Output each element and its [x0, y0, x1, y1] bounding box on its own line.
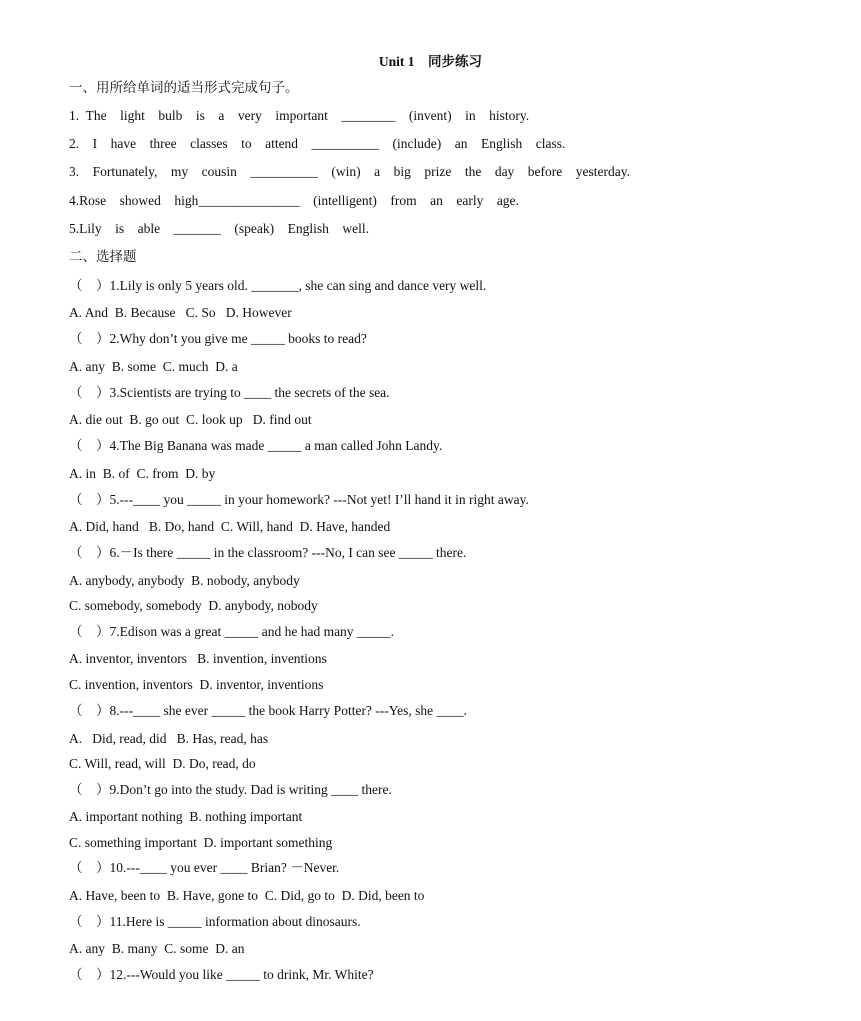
- page-title: Unit 1 同步练习: [378, 54, 483, 69]
- question-6-options-line2: C. somebody, somebody D. anybody, nobody: [69, 598, 318, 613]
- question-7-options-line2: C. invention, inventors D. inventor, inventions: [69, 677, 324, 692]
- question-1: （ ）1.Lily is only 5 years old. _______, she can sing and dance very well.: [69, 278, 487, 293]
- question-8-options-line1: A. Did, read, did B. Has, read, has: [69, 731, 269, 746]
- question-9-options-line1: A. important nothing B. nothing important: [69, 809, 303, 824]
- question-11: （ ）11.Here is _____ information about dinosaurs.: [69, 914, 361, 929]
- section1-heading: 一、用所给单词的适当形式完成句子。: [69, 80, 299, 95]
- question-12: （ ）12.---Would you like _____ to drink, Mr. White?: [69, 967, 374, 982]
- question-7: （ ）7.Edison was a great _____ and he had many _____.: [69, 624, 395, 639]
- fill-sentence-2: 2. I have three classes to attend __________ (include) an English class.: [69, 136, 566, 151]
- question-2-options: A. any B. some C. much D. a: [69, 359, 238, 374]
- question-10: （ ）10.---____ you ever ____ Brian? －Never.: [69, 860, 340, 875]
- question-9: （ ）9.Don’t go into the study. Dad is writing ____ there.: [69, 782, 392, 797]
- question-5: （ ）5.---____ you _____ in your homework? ---Not yet! I’ll hand it in right away.: [69, 492, 529, 507]
- question-11-options: A. any B. many C. some D. an: [69, 941, 245, 956]
- question-8: （ ）8.---____ she ever _____ the book Harry Potter? ---Yes, she ____.: [69, 703, 467, 718]
- question-4: （ ）4.The Big Banana was made _____ a man called John Landy.: [69, 438, 443, 453]
- section2-heading: 二、选择题: [69, 249, 137, 264]
- question-7-options-line1: A. inventor, inventors B. invention, inventions: [69, 651, 327, 666]
- fill-sentence-1: 1. The light bulb is a very important ________ (invent) in history.: [69, 108, 530, 123]
- fill-sentence-5: 5.Lily is able _______ (speak) English well.: [69, 221, 369, 236]
- question-3: （ ）3.Scientists are trying to ____ the secrets of the sea.: [69, 385, 390, 400]
- fill-sentence-4: 4.Rose showed high_______________ (intelligent) from an early age.: [69, 193, 519, 208]
- question-10-options: A. Have, been to B. Have, gone to C. Did, go to D. Did, been to: [69, 888, 425, 903]
- question-3-options: A. die out B. go out C. look up D. find out: [69, 412, 312, 427]
- question-2: （ ）2.Why don’t you give me _____ books to read?: [69, 331, 367, 346]
- question-1-options: A. And B. Because C. So D. However: [69, 305, 292, 320]
- question-6: （ ）6.－Is there _____ in the classroom? ---No, I can see _____ there.: [69, 545, 467, 560]
- question-4-options: A. in B. of C. from D. by: [69, 466, 216, 481]
- question-5-options: A. Did, hand B. Do, hand C. Will, hand D. Have, handed: [69, 519, 391, 534]
- fill-sentence-3: 3. Fortunately, my cousin __________ (win) a big prize the day before yesterday.: [69, 164, 631, 179]
- question-6-options-line1: A. anybody, anybody B. nobody, anybody: [69, 573, 300, 588]
- question-9-options-line2: C. something important D. important something: [69, 835, 333, 850]
- question-8-options-line2: C. Will, read, will D. Do, read, do: [69, 756, 256, 771]
